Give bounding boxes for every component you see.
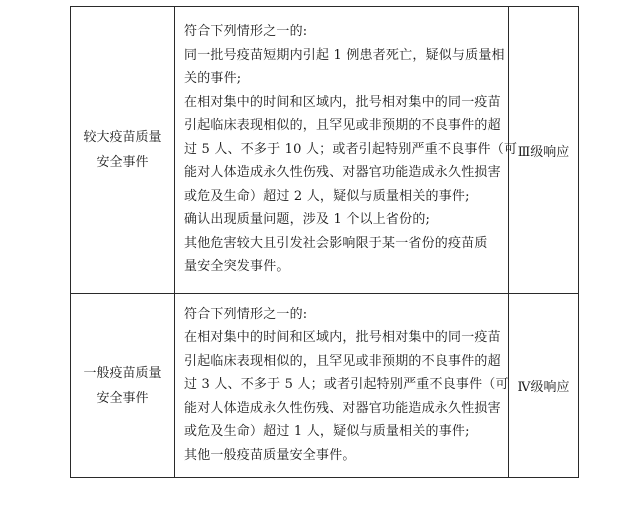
table-row bbox=[71, 294, 579, 478]
criteria-line: 其他危害较大且引发社会影响限于某一省份的疫苗质 bbox=[184, 235, 488, 251]
criteria-line: 同一批号疫苗短期内引起 1 例患者死亡，疑似与质量相 bbox=[184, 47, 505, 63]
criteria-line: 在相对集中的时间和区域内，批号相对集中的同一疫苗 bbox=[184, 330, 501, 346]
category-line: 较大疫苗质量 bbox=[83, 130, 162, 145]
criteria-line: 能对人体造成永久性伤残、对器官功能造成永久性损害 bbox=[184, 165, 501, 181]
category-line: 一般疫苗质量 bbox=[83, 365, 162, 381]
table-row bbox=[71, 7, 579, 294]
criteria-line: 符合下列情形之一的: bbox=[184, 306, 308, 322]
criteria-line: 或危及生命）超过 2 人，疑似与质量相关的事件; bbox=[184, 188, 470, 204]
criteria-line: 过 5 人、不多于 10 人；或者引起特别严重不良事件（可 bbox=[184, 141, 518, 157]
response-level-cell bbox=[509, 294, 579, 478]
category-label bbox=[83, 361, 161, 411]
response-level: Ⅲ级响应 bbox=[517, 144, 570, 160]
criteria-line: 符合下列情形之一的: bbox=[184, 24, 308, 40]
criteria-line: 引起临床表现相似的，且罕见或非预期的不良事件的超 bbox=[184, 353, 501, 369]
response-level-cell bbox=[509, 7, 579, 294]
criteria-cell bbox=[175, 7, 518, 294]
criteria-line: 其他一般疫苗质量安全事件。 bbox=[184, 447, 356, 463]
category-cell bbox=[71, 294, 175, 478]
criteria-line: 关的事件; bbox=[184, 71, 242, 87]
category-line: 安全事件 bbox=[96, 390, 149, 406]
criteria-line: 在相对集中的时间和区域内，批号相对集中的同一疫苗 bbox=[184, 94, 501, 110]
category-label bbox=[83, 125, 161, 175]
incident-classification-table bbox=[70, 6, 579, 478]
response-level: Ⅳ级响应 bbox=[517, 380, 570, 395]
criteria-cell bbox=[175, 294, 509, 478]
criteria-line: 量安全突发事件。 bbox=[184, 259, 290, 275]
criteria-line: 确认出现质量问题，涉及 1 个以上省份的; bbox=[184, 212, 431, 228]
criteria-line: 过 3 人、不多于 5 人；或者引起特别严重不良事件（可 bbox=[184, 377, 509, 393]
criteria-line: 能对人体造成永久性伤残、对器官功能造成永久性损害 bbox=[184, 400, 501, 416]
category-cell bbox=[71, 7, 175, 294]
category-line: 安全事件 bbox=[96, 155, 149, 170]
criteria-line: 或危及生命）超过 1 人，疑似与质量相关的事件; bbox=[184, 424, 470, 440]
criteria-line: 引起临床表现相似的，且罕见或非预期的不良事件的超 bbox=[184, 118, 501, 134]
